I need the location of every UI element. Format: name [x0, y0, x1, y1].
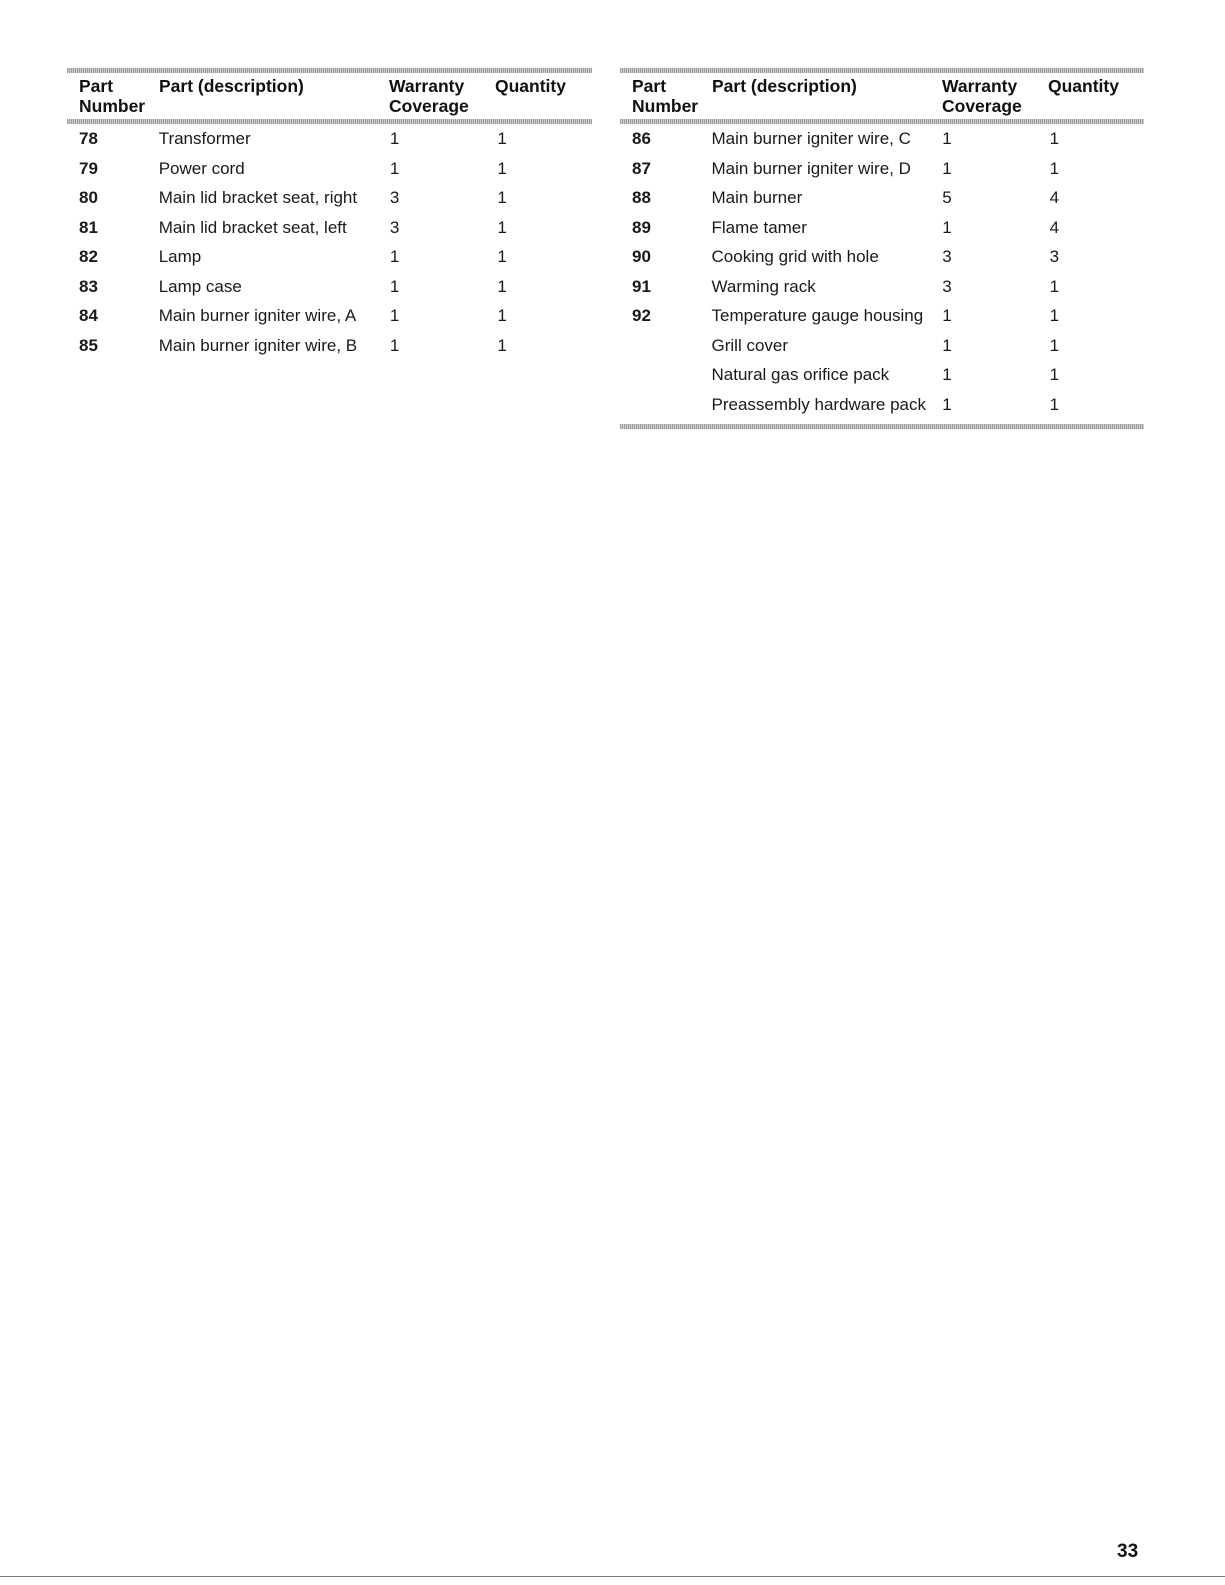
table-body [67, 124, 592, 365]
table-row [67, 247, 592, 277]
part-description: Lamp [158, 247, 202, 266]
warranty-coverage: 1 [389, 335, 400, 355]
table-row [620, 395, 1144, 425]
part-number: 80 [79, 188, 98, 207]
parts-table-left [67, 68, 592, 365]
header-description: Part (description) [159, 76, 304, 96]
quantity: 4 [1049, 217, 1060, 237]
warranty-coverage: 1 [389, 276, 400, 296]
part-number: 81 [79, 217, 98, 237]
quantity: 1 [1049, 129, 1060, 148]
table-header [67, 73, 592, 119]
page-bottom-line [0, 1576, 1225, 1577]
table-row [620, 365, 1144, 395]
quantity: 1 [1049, 335, 1060, 355]
part-description: Main lid bracket seat, right [158, 188, 358, 207]
table-body [620, 124, 1144, 424]
part-number: 84 [79, 306, 98, 325]
part-description: Grill cover [711, 335, 789, 355]
table-row [67, 159, 592, 189]
part-description: Flame tamer [711, 217, 807, 237]
quantity: 1 [497, 276, 507, 296]
table-bottom-rule [620, 424, 1144, 429]
warranty-coverage: 1 [942, 365, 952, 384]
part-description: Preassembly hardware pack [711, 394, 926, 414]
warranty-coverage: 1 [389, 247, 400, 266]
quantity: 1 [497, 247, 507, 266]
table-row [620, 336, 1144, 366]
warranty-coverage: 3 [389, 188, 400, 207]
warranty-coverage: 1 [942, 335, 952, 355]
part-number [620, 365, 712, 385]
part-number [620, 336, 712, 356]
table-row [67, 306, 592, 336]
part-number: 90 [632, 247, 651, 266]
table-row [620, 306, 1144, 336]
part-number: 92 [632, 306, 651, 325]
warranty-coverage: 5 [942, 188, 952, 207]
table-row [67, 218, 592, 248]
part-description: Main burner [711, 188, 803, 207]
part-description: Main burner igniter wire, C [711, 129, 911, 148]
warranty-coverage: 3 [942, 247, 952, 266]
quantity: 1 [1049, 276, 1060, 296]
table-row [620, 129, 1144, 159]
part-description: Main burner igniter wire, D [711, 158, 911, 178]
header-part-number: Part Number [79, 76, 146, 116]
header-warranty: Warranty Coverage [942, 76, 1022, 116]
part-number: 82 [79, 247, 98, 266]
table-row [620, 247, 1144, 277]
warranty-coverage: 1 [942, 129, 952, 148]
table-row [620, 218, 1144, 248]
quantity: 1 [497, 217, 507, 237]
header-description: Part (description) [712, 76, 857, 96]
part-number: 79 [79, 158, 98, 178]
part-number: 91 [632, 276, 651, 296]
table-header [620, 73, 1144, 119]
warranty-coverage: 1 [389, 158, 400, 178]
part-number: 78 [79, 129, 98, 148]
quantity: 1 [497, 188, 507, 207]
header-quantity: Quantity [495, 76, 566, 96]
table-row [67, 129, 592, 159]
table-row [620, 188, 1144, 218]
table-row [67, 336, 592, 366]
part-description: Main lid bracket seat, left [158, 217, 347, 237]
header-quantity: Quantity [1048, 76, 1119, 96]
warranty-coverage: 1 [942, 394, 952, 414]
table-row [67, 277, 592, 307]
part-number: 83 [79, 276, 98, 296]
quantity: 1 [497, 306, 507, 325]
part-description: Lamp case [158, 276, 242, 296]
part-description: Temperature gauge housing [711, 306, 924, 325]
warranty-coverage: 3 [389, 217, 400, 237]
warranty-coverage: 3 [942, 276, 952, 296]
quantity: 1 [497, 335, 507, 355]
part-number: 85 [79, 335, 98, 355]
header-warranty: Warranty Coverage [389, 76, 469, 116]
parts-table-right [620, 68, 1144, 429]
part-number: 86 [632, 129, 651, 148]
quantity: 4 [1049, 188, 1060, 207]
part-description: Main burner igniter wire, A [158, 306, 357, 325]
table-row [620, 277, 1144, 307]
header-part-number: Part Number [632, 76, 699, 116]
quantity: 3 [1049, 247, 1060, 266]
table-row [67, 188, 592, 218]
page-number: 33 [1117, 1541, 1139, 1562]
part-number: 87 [632, 158, 651, 178]
warranty-coverage: 1 [942, 306, 952, 325]
quantity: 1 [497, 158, 507, 178]
part-number: 88 [632, 188, 651, 207]
warranty-coverage: 1 [389, 306, 400, 325]
table-row [620, 159, 1144, 189]
part-number: 89 [632, 217, 651, 237]
warranty-coverage: 1 [942, 158, 952, 178]
part-description: Power cord [158, 158, 245, 178]
warranty-coverage: 1 [942, 217, 952, 237]
part-number [620, 395, 712, 415]
quantity: 1 [1049, 394, 1060, 414]
warranty-coverage: 1 [389, 129, 400, 148]
quantity: 1 [1049, 158, 1060, 178]
part-description: Warming rack [711, 276, 816, 296]
part-description: Transformer [158, 129, 251, 148]
part-description: Cooking grid with hole [711, 247, 879, 266]
quantity: 1 [1049, 365, 1060, 384]
part-description: Main burner igniter wire, B [158, 335, 358, 355]
part-description: Natural gas orifice pack [711, 365, 890, 384]
quantity: 1 [1049, 306, 1060, 325]
quantity: 1 [497, 129, 507, 148]
